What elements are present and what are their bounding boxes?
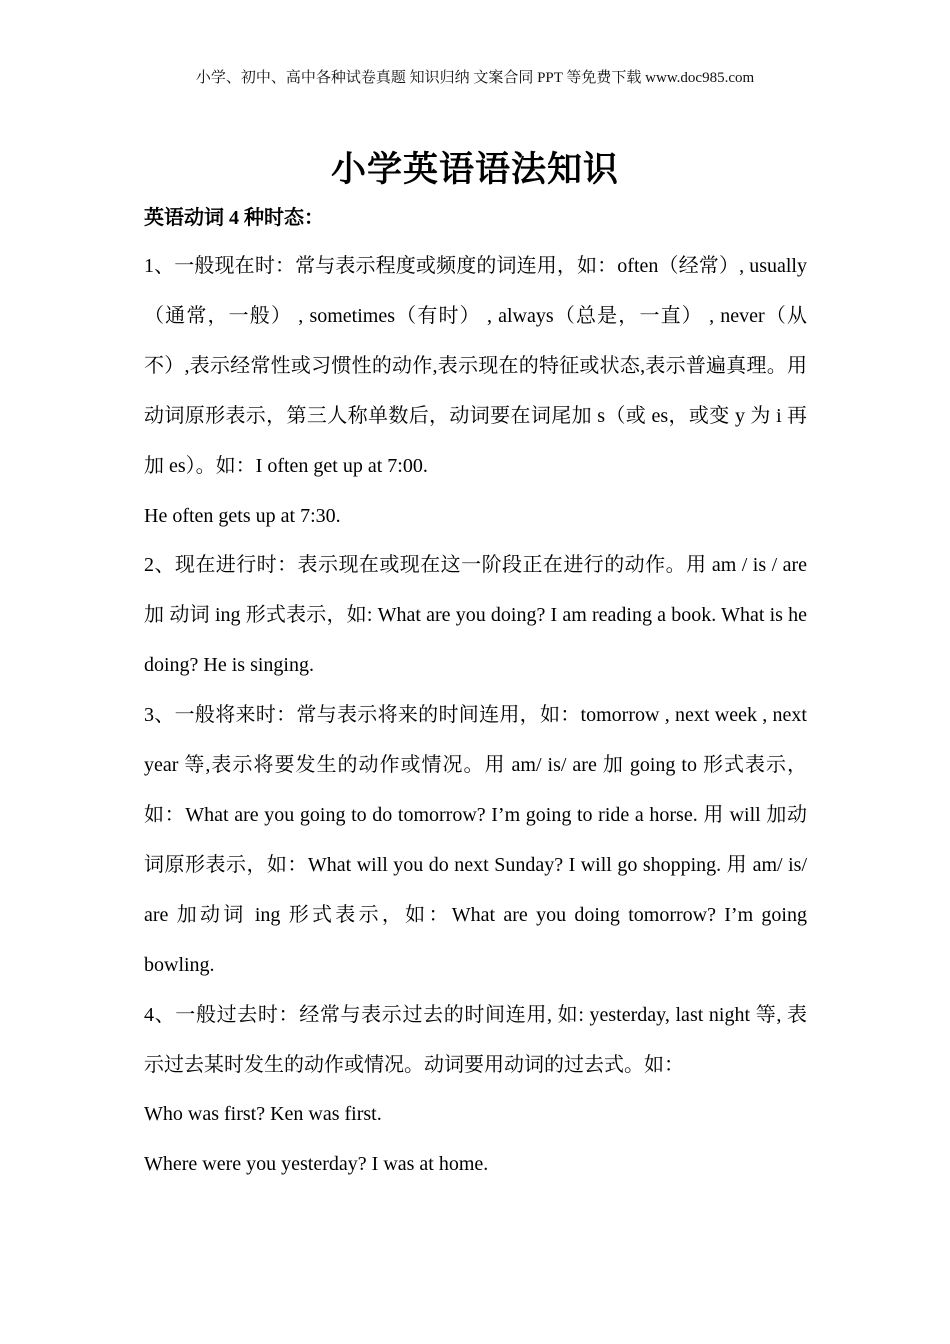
example-sentence: He often gets up at 7:30. (144, 504, 341, 527)
section-heading: 英语动词 4 种时态： (144, 207, 324, 229)
paragraph-simple-present: 1、一般现在时：常与表示程度或频度的词连用，如：often（经常）, usually（通常，一般） , sometimes（有时） , always（总是，一直） , never（从不）,表示经常性或习惯性的动作,表示现在的特征或状态,表示普遍真理。用动词原形表示，第三人称单数后，动词要在词尾加 s（或 es，或变 y 为 i 再加 es）。如：I often get up at 7:00. (144, 255, 807, 477)
example-sentence: Where were you yesterday? I was at home. (144, 1153, 489, 1176)
example-sentence: Who was first? Ken was first. (144, 1103, 382, 1126)
page-header: 小学、初中、高中各种试卷真题 知识归纳 文案合同 PPT 等免费下载 www.doc985.com (195, 70, 755, 86)
page-title: 小学英语语法知识 (330, 150, 619, 189)
paragraph-present-continuous: 2、现在进行时：表示现在或现在这一阶段正在进行的动作。用 am / is / are 加 动词 ing 形式表示，如: What are you doing? I am reading a book. What is he doing? He is singing. (144, 554, 807, 677)
paragraph-simple-future: 3、一般将来时：常与表示将来的时间连用，如：tomorrow , next week , next year 等,表示将要发生的动作或情况。用 am/ is/ are 加 going to 形式表示，如：What are you going to do tomorrow? I’m going to ride a horse. 用 will 加动词原形表示，如：What will you do next Sunday? I will go shopping. 用 am/ is/ are 加动词 ing 形式表示，如：What are you doing tomorrow? I’m going bowling. (144, 704, 807, 976)
body-text (144, 242, 807, 1190)
paragraph-simple-past: 4、一般过去时：经常与表示过去的时间连用, 如: yesterday, last night 等, 表示过去某时发生的动作或情况。动词要用动词的过去式。如： (144, 1003, 807, 1076)
